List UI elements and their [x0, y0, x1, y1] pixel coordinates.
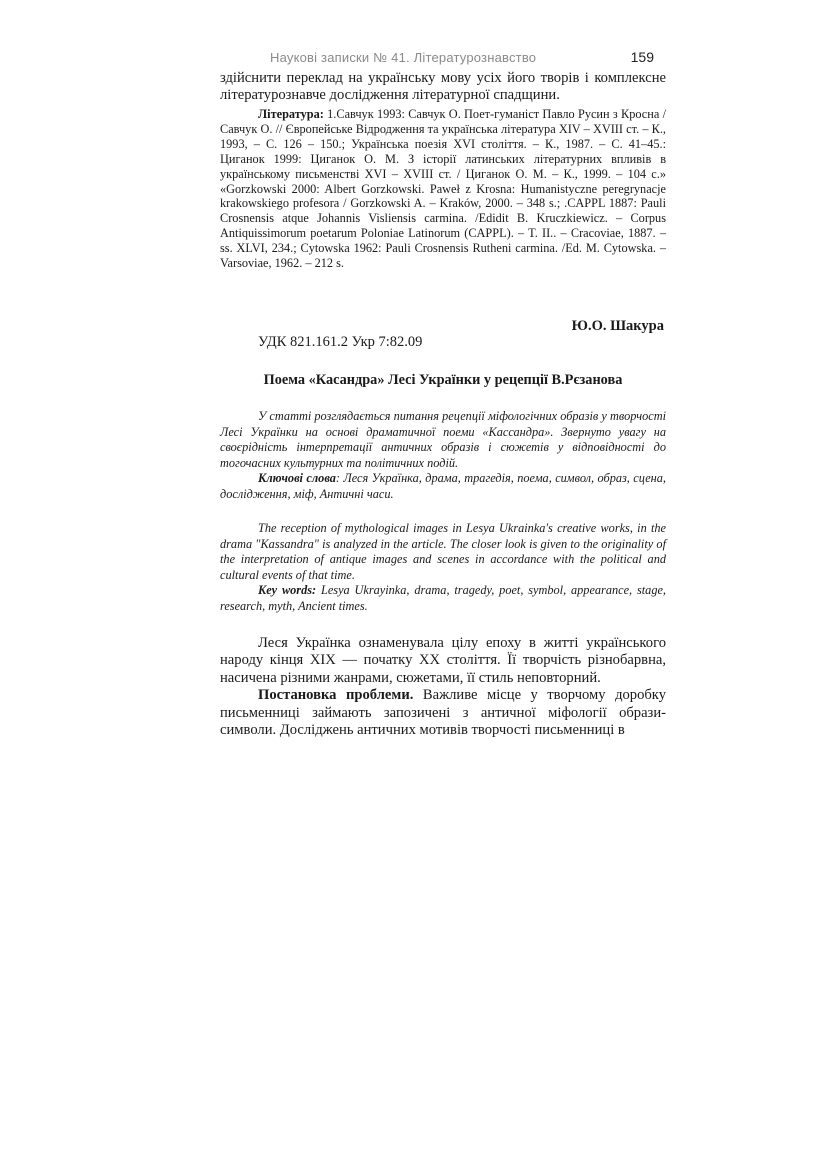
article-heading: [220, 0, 666, 400]
body-paragraph-2: [220, 687, 666, 739]
article-title: Поема «Касандра» Лесі Українки у рецепції В.Рєзанова: [263, 372, 623, 388]
intro-paragraph: здійснити переклад на українську мову усіх його творів і комплексне літературознавче дослідження літературної спадщини.: [220, 70, 666, 104]
article-author: Ю.О. Шакура: [571, 318, 664, 334]
keywords-en-text: Lesya Ukrayinka, drama, tragedy, poet, symbol, appearance, stage, research, myth, Ancient times.: [220, 583, 667, 613]
abstract-ukrainian: [220, 409, 666, 503]
keywords-en-label: Key words:: [258, 583, 317, 598]
references-label: Література:: [258, 107, 324, 121]
body-paragraph-2-text: Важливе місце у творчому доробку письменниці займають запозичені з античної міфології образи-символи. Досліджень античних мотивів творчості письменниці в: [220, 687, 666, 739]
abstract-en-text: The reception of mythological images in Lesya Ukrainka's creative works, in the drama "Kassandra" is analyzed in the article. The closer look is given to the originality of the interpretation of antique images and scenes in accordance with the political and cultural events of that time.: [220, 521, 666, 582]
keywords-en: [220, 583, 666, 614]
keywords-ua-label: Ключові слова: [258, 471, 336, 486]
problem-statement-label: Постановка проблеми.: [258, 687, 414, 704]
abstract-english: [220, 521, 666, 615]
keywords-ua-text: : Леся Українка, драма, трагедія, поема, символ, образ, сцена, дослідження, міф, Античні часи.: [220, 471, 666, 501]
body-section: [220, 635, 666, 739]
body-paragraph-1: Леся Українка ознаменувала цілу епоху в житті українського народу кінця XIX — початку XX століття. Її творчість різнобарвна, насичена різними жанрами, сюжетами, її стиль неповторний.: [220, 635, 666, 686]
page-number: 159: [630, 49, 654, 65]
references-text: 1.Савчук 1993: Савчук О. Поет-гуманіст Павло Русин з Кросна / Савчук О. // Європейське Відродження та українська література XIV – XVIII ст. – К., 1993, – С. 126 – 150.; Українська поезія XVI століття. – К., 1987. – С. 41–45.: Циганок 1999: Циганок О. М. З історії латинських літературних впливів в українському письменстві XVI – XVIII ст. / Циганок О. М. – К., 1999. – 104 с.» «Gorzkowski 2000: Albert Gorzkowski. Paweł z Krosna: Humanistyczne peregrynacje krakowskiego profesora / Gorzkowski A. – Kraków, 2000. – 348 s.; .CAPPL 1887: Pauli Crosnensis atque Johannis Visliensis carmina. /Edidit B. Kruczkiewicz. – Corpus Antiquissimorum poetarum Poloniae Latinorum (CAPPL). – T. II.. – Cracoviae, 1887. – ss. XLVI, 234.; Cytowska 1962: Pauli Crosnensis Rutheni carmina. /Ed. M. Cytowska. – Varsoviae, 1962. – 212 s.: [220, 107, 666, 271]
journal-title: Наукові записки № 41. Літературознавство: [270, 50, 537, 65]
keywords-ua: [220, 471, 666, 502]
abstract-ua-text: У статті розглядається питання рецепції міфологічних образів у творчості Лесі Українки на основі драматичної поеми «Кассандра». Звернуто увагу на своєрідність інтерпретації античних образів і сюжетів у відповідності до тогочасних культурних та політичних подій.: [220, 409, 666, 470]
udk-code: УДК 821.161.2 Укр 7:82.09: [258, 334, 423, 350]
